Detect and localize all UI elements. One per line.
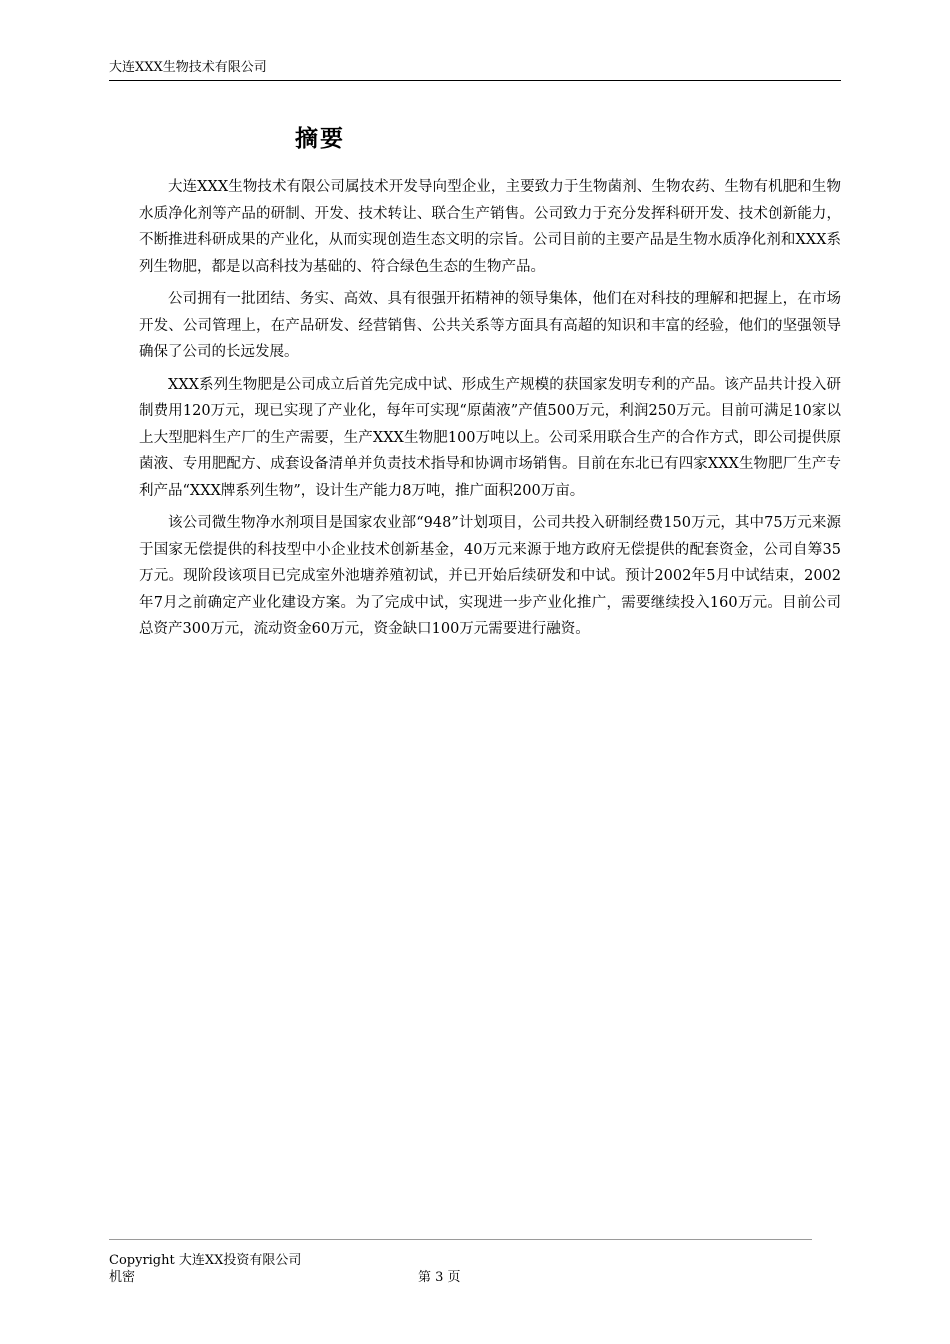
document-title: 摘要 (295, 126, 345, 152)
paragraph-company-intro: 大连XXX生物技术有限公司属技术开发导向型企业，主要致力于生物菌剂、生物农药、生物有机肥和生物水质净化剂等产品的研制、开发、技术转让、联合生产销售。公司致力于充分发挥科研开发、技术创新能力，不断推进科研成果的产业化，从而实现创造生态文明的宗旨。公司目前的主要产品是生物水质净化剂和XXX系列生物肥，都是以高科技为基础的、符合绿色生态的生物产品。 (139, 179, 841, 275)
paragraph-fertilizer-product: XXX系列生物肥是公司成立后首先完成中试、形成生产规模的获国家发明专利的产品。该产品共计投入研制费用120万元，现已实现了产业化，每年可实现“原菌液”产值500万元，利润250万元。目前可满足10家以上大型肥料生产厂的生产需要，生产XXX生物肥100万吨以上。公司采用联合生产的合作方式，即公司提供原菌液、专用肥配方、成套设备清单并负责技术指导和协调市场销售。目前在东北已有四家XXX生物肥厂生产专利产品“XXX牌系列生物”，设计生产能力8万吨，推广面积200万亩。 (139, 376, 841, 499)
footer-confidential-label: 机密 (109, 1270, 136, 1285)
document-body (139, 174, 841, 649)
footer-copyright: Copyright 大连XX投资有限公司 (109, 1253, 302, 1268)
footer-divider (109, 1239, 812, 1240)
footer-page-number: 第 3 页 (418, 1270, 461, 1285)
paragraph-water-purifier-project: 该公司微生物净水剂项目是国家农业部“948”计划项目，公司共投入研制经费150万元，其中75万元来源于国家无偿提供的科技型中小企业技术创新基金，40万元来源于地方政府无偿提供的配套资金，公司自筹35万元。现阶段该项目已完成室外池塘养殖初试，并已开始后续研发和中试。预计2002年5月中试结束，2002年7月之前确定产业化建设方案。为了完成中试，实现进一步产业化推广，需要继续投入160万元。目前公司总资产300万元，流动资金60万元，资金缺口100万元需要进行融资。 (139, 515, 841, 637)
page-header (109, 60, 841, 81)
header-company-name: 大连XXX生物技术有限公司 (109, 60, 267, 75)
paragraph-leadership: 公司拥有一批团结、务实、高效、具有很强开拓精神的领导集体，他们在对科技的理解和把握上，在市场开发、公司管理上，在产品研发、经营销售、公共关系等方面具有高超的知识和丰富的经验，他们的坚强领导确保了公司的长远发展。 (139, 291, 841, 360)
